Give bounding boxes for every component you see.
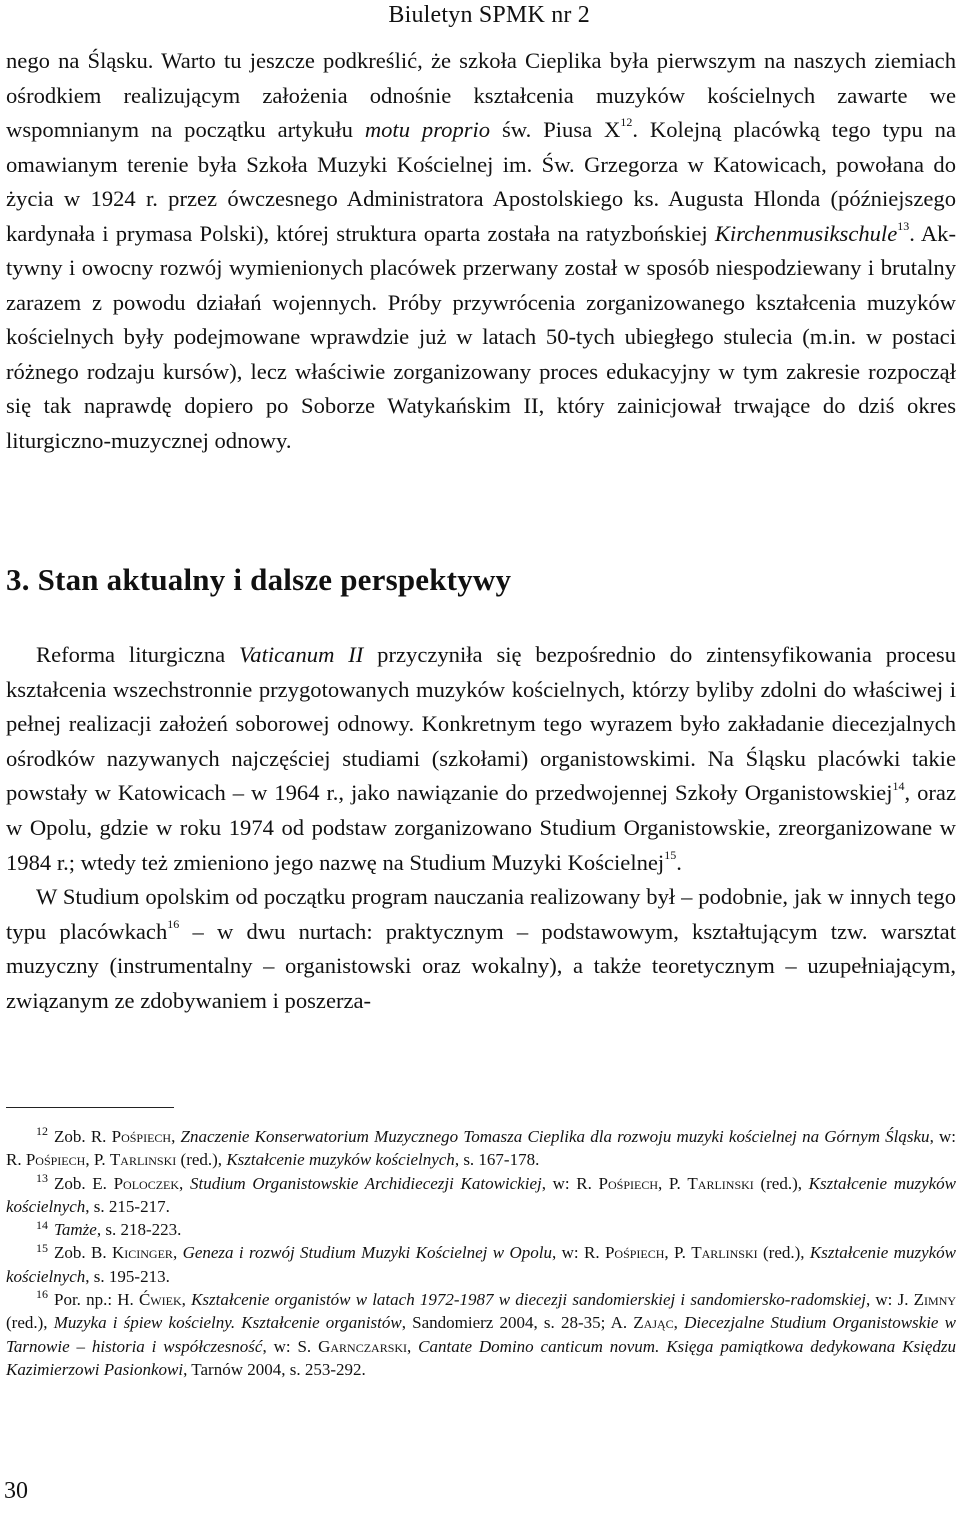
author-name: Poloczek: [113, 1173, 180, 1193]
author-name: Pośpiech: [111, 1127, 172, 1146]
text-run: , Tarnów 2004, s. 253-292.: [183, 1359, 366, 1379]
text-run: Zob. R.: [54, 1127, 112, 1146]
paragraph-3: [6, 880, 956, 1018]
footnote-13: [6, 1172, 956, 1219]
author-name: Ćwiek: [138, 1290, 182, 1310]
text-run: (red.),: [753, 1173, 809, 1193]
text-run: , P.: [85, 1150, 110, 1170]
italic-term: Vaticanum II: [239, 642, 364, 667]
text-run: przyczyniła się bezpośrednio do zintensyfikowania procesu kształcenia wszechstronnie przygotowanych muzyków kościelnych, którzy byliby zdolni do właściwej i pełnej realizacji założeń soborowej odnowy. Konkretnym tego wyrazem było zakładanie diecezjalnych ośrodków nazywanych najczęściej studiami (szkołami) organistowskimi. Na Śląsku placówki takie powstały w Katowicach – w 1964 r., jako nawiązanie do przedwojennej Szkoły Organistowskiej: [6, 642, 956, 806]
footnotes: [6, 1125, 956, 1381]
footnote-15: [6, 1241, 956, 1288]
text-run: , w: J.: [865, 1290, 914, 1310]
text-run: ,: [673, 1313, 685, 1333]
footnote-ref-16[interactable]: 16: [167, 917, 180, 932]
footnote-ref-12[interactable]: 12: [620, 115, 633, 130]
text-run: Zob. B.: [54, 1243, 112, 1263]
text-run: ,: [171, 1127, 181, 1146]
book-title: Kształcenie muzyków kościelnych: [226, 1150, 455, 1170]
text-run: , w: R.: [551, 1243, 605, 1263]
text-run: . Aktywny i owocny rozwój wymienionych placówek przerwany został w sposób niespodziewany i brutalny zarazem z powodu działań wojennych. Próby przywrócenia zorganizowanego kształcenia muzyków kościelnych były podejmowane wprawdzie już w latach 50-tych ubiegłego stulecia (m.in. w postaci różnego rodzaju kursów), lecz właściwie zorganizowany proces edukacyjny w tym zakresie rozpoczął się tak naprawdę dopiero po Soborze Watykańskim II, który zainicjował trwające do dziś okres liturgiczno-muzycznej odnowy.: [6, 220, 956, 453]
editor-name: Pośpiech: [598, 1173, 659, 1193]
text-run: – w dwu nurtach: praktycznym – podstawowym, kształtującym tzw. warsztat muzyczny (instrumentalny – organistowski oraz wokalny), a także teoretycznym – uzupełniającym, związanym ze zdobywaniem i poszerza-: [6, 918, 956, 1013]
work-title: Geneza i rozwój Studium Muzyki Kościelnej w Opolu: [182, 1243, 552, 1263]
work-title: Tamże: [54, 1220, 97, 1240]
footnote-14: [6, 1218, 956, 1241]
work-title: Diecezjalne Studium Organistowskie w Tarnowie – historia i współczesność: [6, 1313, 956, 1356]
text-run: , Sandomierz 2004, s. 28-35; A.: [401, 1313, 634, 1333]
text-run: , s. 218-223.: [96, 1220, 182, 1240]
text-run: (red.),: [6, 1313, 54, 1333]
text-run: , w: R.: [6, 1127, 957, 1170]
text-run: ,: [181, 1290, 192, 1310]
editor-name: Pośpiech: [25, 1150, 86, 1170]
footnote-number: 13: [36, 1170, 48, 1185]
text-run: nego na Śląsku. Warto tu jeszcze podkreślić, że szkoła Cieplika była pierwszym na naszych ziemiach ośrodkiem realizującym założenia odnośnie kształcenia muzyków kościelnych zawarte we wspomnianym na początku artykułu: [6, 48, 956, 142]
footnote-ref-14[interactable]: 14: [892, 778, 905, 793]
text-run: , w: R.: [541, 1173, 599, 1193]
paragraph-2: [6, 638, 956, 880]
body-paragraph-continued: [6, 44, 956, 458]
paragraph-1: [6, 44, 956, 458]
text-run: św. Piusa X: [490, 117, 621, 142]
footnote-ref-13[interactable]: 13: [897, 218, 910, 233]
work-title: Studium Organistowskie Archidiecezji Katowickiej: [189, 1173, 542, 1193]
editor-name: Pośpiech: [604, 1243, 665, 1263]
footnote-number: 16: [36, 1287, 48, 1302]
text-run: , P.: [664, 1243, 692, 1263]
footnote-divider: [6, 1107, 174, 1108]
text-run: ,: [172, 1243, 183, 1263]
book-title: Kształcenie muzyków kościelnych: [6, 1173, 957, 1216]
text-run: , w: S.: [262, 1336, 319, 1356]
text-run: Reforma liturgiczna: [36, 642, 239, 667]
work-title: Kształcenie organistów w latach 1972-1987 w diecezji sandomierskiej i sandomiersko-radomskiej: [191, 1290, 866, 1310]
author-name: Zając: [633, 1313, 674, 1333]
text-run: , s. 195-213.: [85, 1266, 170, 1286]
author-name: Kicinger: [111, 1243, 173, 1263]
editor-name: Tarlinski: [687, 1173, 754, 1193]
work-title: Znaczenie Konserwatorium Muzycznego Tomasza Cieplika dla rozwoju muzyki kościelnej na Górnym Śląsku: [180, 1127, 930, 1146]
text-run: .: [676, 849, 682, 875]
italic-term: Kirchenmusikschule: [714, 220, 898, 246]
footnote-number: 15: [36, 1240, 48, 1255]
running-header: Biuletyn SPMK nr 2: [388, 2, 590, 28]
editor-name: Garnczarski: [318, 1336, 408, 1356]
text-run: W Studium opolskim od początku program nauczania realizowany był – podobnie, jak w innych tego typu placówkach: [6, 884, 956, 944]
text-run: . Kolejną placówką tego typu na omawianym terenie była Szkoła Muzyki Kościelnej im. Św. Grzegorza w Katowicach, powołana do życia w 1924 r. przez ówczesnego Administratora Apostolskiego ks. Augusta Hlonda (późniejszego kardynała i prymasa Polski), której struktura oparta została na ratyzbońskiej: [6, 117, 956, 246]
editor-name: Tarlinski: [691, 1243, 758, 1263]
text-run: ,: [407, 1336, 419, 1356]
book-title: Cantate Domino canticum novum. Księga pamiątkowa dedykowana Księdzu Kazimierzowi Pasionkowi: [6, 1336, 957, 1379]
book-title: Muzyka i śpiew kościelny. Kształcenie organistów: [53, 1313, 402, 1333]
italic-term: motu proprio: [364, 117, 491, 142]
footnote-number: 14: [36, 1217, 48, 1232]
text-run: , s. 215-217.: [85, 1196, 170, 1216]
page-number: 30: [4, 1478, 28, 1504]
editor-name: Tarlinski: [109, 1150, 177, 1170]
text-run: (red.),: [176, 1150, 227, 1170]
section-body: [6, 638, 956, 1019]
text-run: , P.: [658, 1173, 688, 1193]
text-run: Por. np.: H.: [54, 1290, 139, 1310]
text-run: Zob. E.: [54, 1173, 114, 1193]
text-run: ,: [179, 1173, 190, 1193]
footnote-ref-15[interactable]: 15: [664, 848, 677, 863]
footnote-number: 12: [36, 1124, 48, 1139]
editor-name: Zimny: [913, 1290, 957, 1310]
book-title: Kształcenie muzyków kościelnych: [6, 1243, 956, 1286]
text-run: , s. 167-178.: [454, 1150, 540, 1170]
footnote-16: [6, 1288, 956, 1381]
text-run: (red.),: [757, 1243, 810, 1263]
text-run: , oraz w Opolu, gdzie w roku 1974 od podstaw zorganizowano Studium Organistowskie, zreorganizowane w 1984 r.; wtedy też zmieniono jego nazwę na Studium Muzyki Kościelnej: [6, 780, 956, 875]
section-heading: 3. Stan aktualny i dalsze perspektywy: [6, 562, 512, 597]
footnote-12: [6, 1125, 956, 1172]
